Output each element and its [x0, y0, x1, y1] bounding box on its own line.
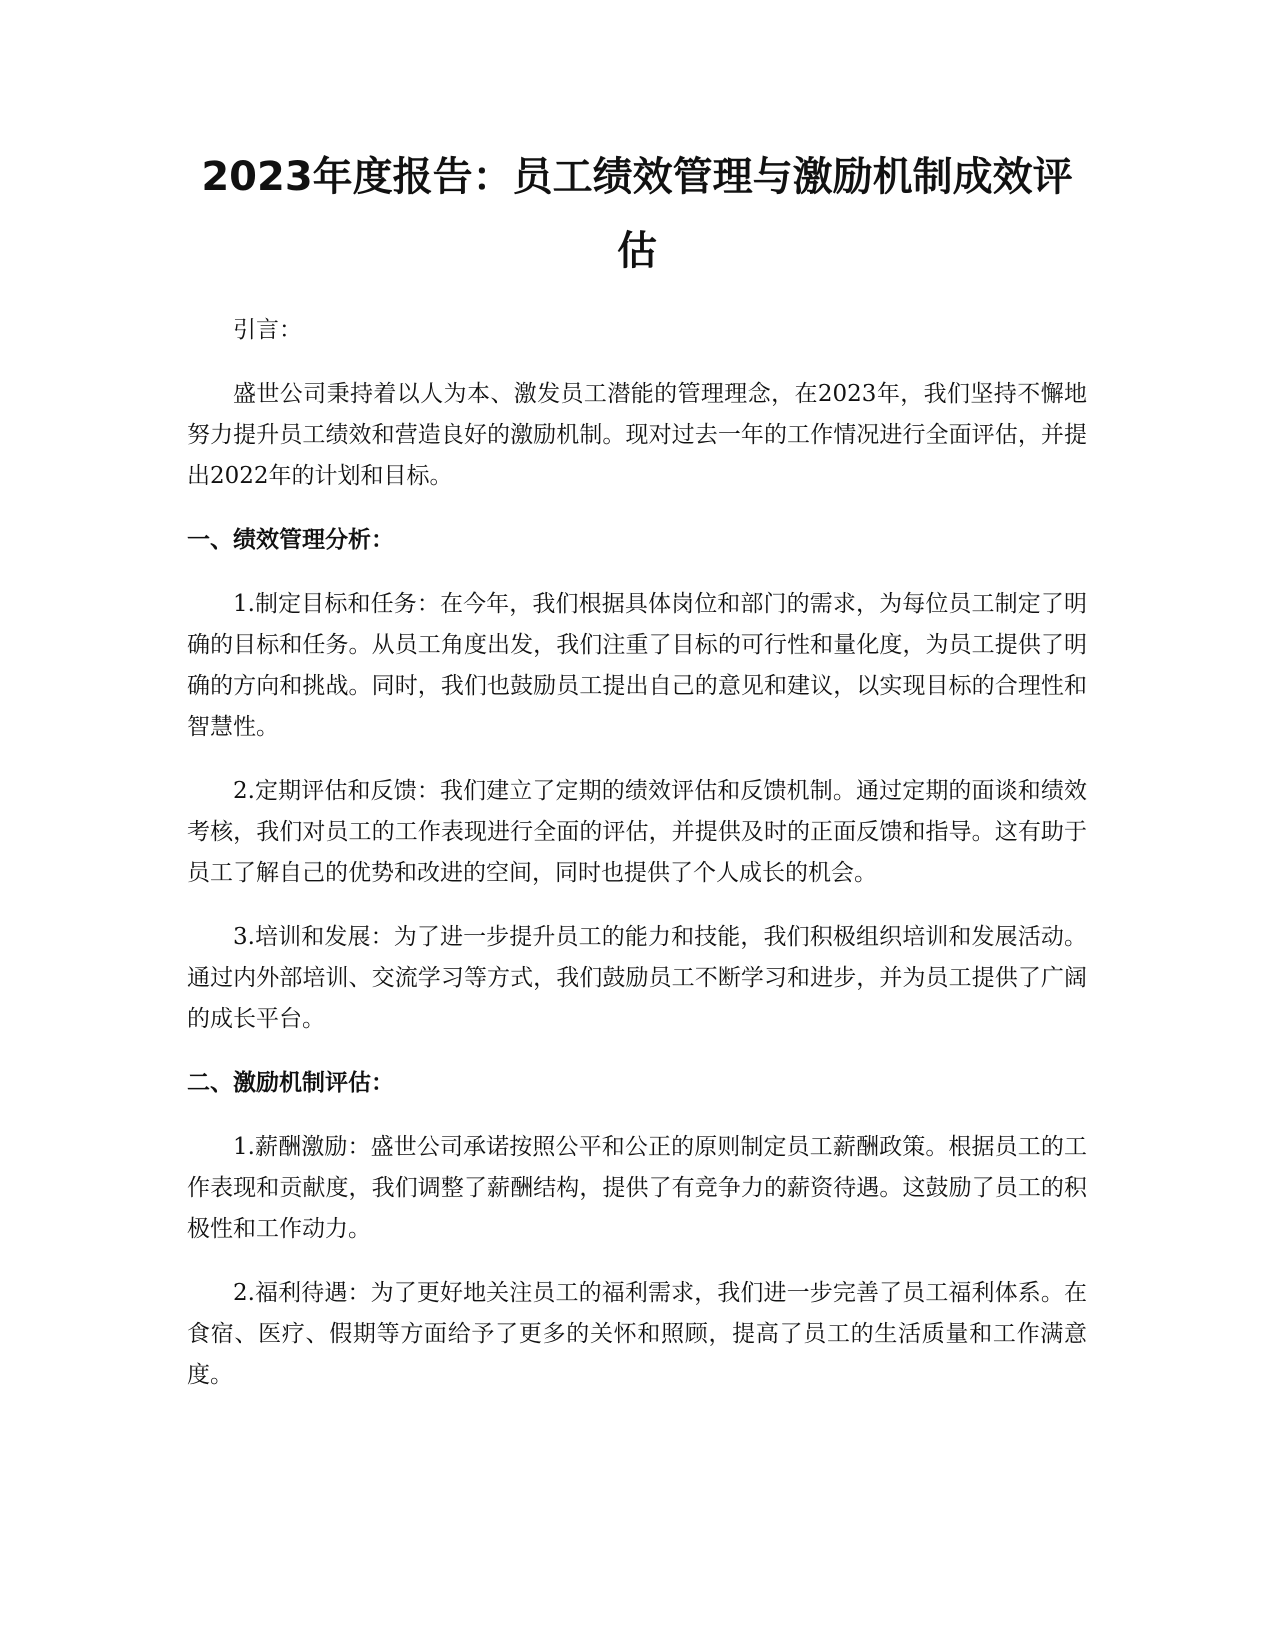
- section-performance-management: [187, 520, 1087, 1040]
- intro-label: 引言：: [233, 317, 302, 343]
- paragraph: 3.培训和发展：为了进一步提升员工的能力和技能，我们积极组织培训和发展活动。通过内外部培训、交流学习等方式，我们鼓励员工不断学习和进步，并为员工提供了广阔的成长平台。: [187, 924, 1087, 1032]
- document-page: [187, 140, 1087, 1419]
- paragraph: 2.定期评估和反馈：我们建立了定期的绩效评估和反馈机制。通过定期的面谈和绩效考核，我们对员工的工作表现进行全面的评估，并提供及时的正面反馈和指导。这有助于员工了解自己的优势和改进的空间，同时也提供了个人成长的机会。: [187, 778, 1087, 886]
- paragraph: 2.福利待遇：为了更好地关注员工的福利需求，我们进一步完善了员工福利体系。在食宿、医疗、假期等方面给予了更多的关怀和照顾，提高了员工的生活质量和工作满意度。: [187, 1280, 1087, 1388]
- section-heading: 一、绩效管理分析：: [187, 527, 394, 553]
- section-heading: 二、激励机制评估：: [187, 1070, 394, 1096]
- section-incentive-evaluation: [187, 1063, 1087, 1396]
- document-title: 2023年度报告：员工绩效管理与激励机制成效评估: [201, 154, 1073, 274]
- paragraph: 1.薪酬激励：盛世公司承诺按照公平和公正的原则制定员工薪酬政策。根据员工的工作表现和贡献度，我们调整了薪酬结构，提供了有竞争力的薪资待遇。这鼓励了员工的积极性和工作动力。: [187, 1134, 1087, 1242]
- paragraph: 1.制定目标和任务：在今年，我们根据具体岗位和部门的需求，为每位员工制定了明确的目标和任务。从员工角度出发，我们注重了目标的可行性和量化度，为员工提供了明确的方向和挑战。同时，我们也鼓励员工提出自己的意见和建议，以实现目标的合理性和智慧性。: [187, 591, 1087, 740]
- intro-paragraph: 盛世公司秉持着以人为本、激发员工潜能的管理理念，在2023年，我们坚持不懈地努力提升员工绩效和营造良好的激励机制。现对过去一年的工作情况进行全面评估，并提出2022年的计划和目标。: [187, 381, 1087, 489]
